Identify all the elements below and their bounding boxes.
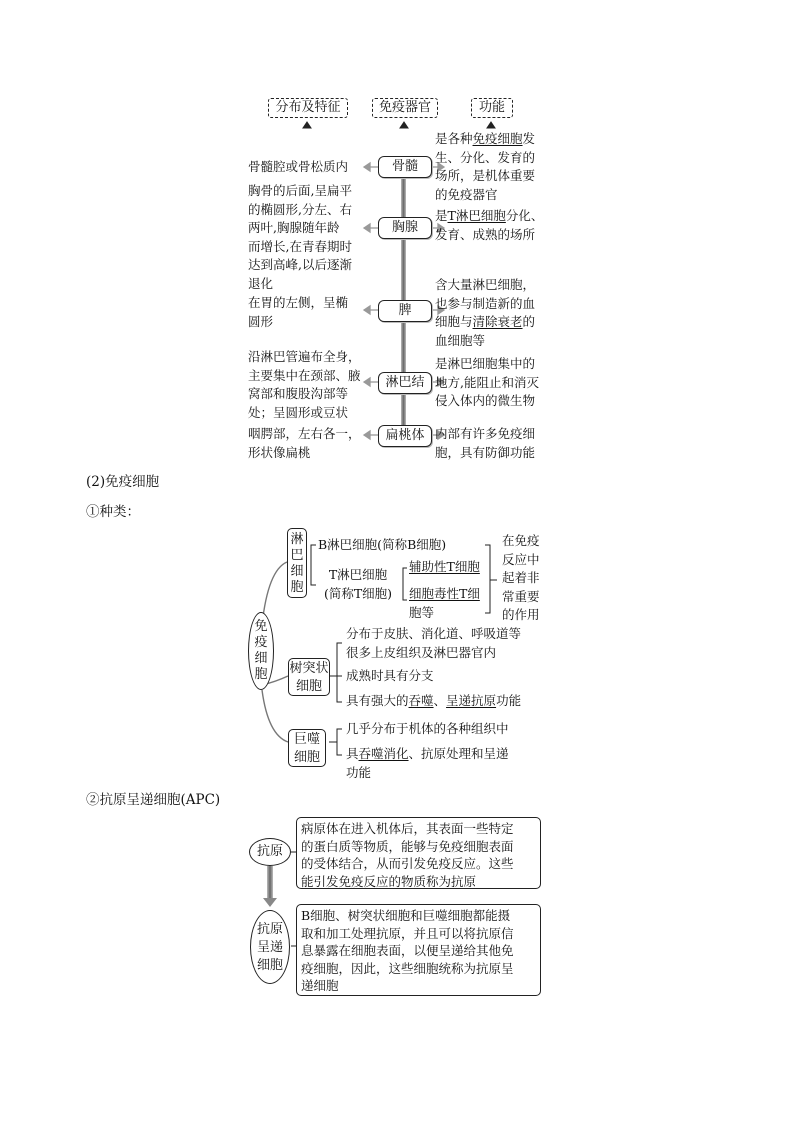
organ-thymus: 胸腺	[378, 217, 432, 239]
macrophage-bracket	[329, 729, 342, 755]
distribution-spleen: 在胃的左侧，呈椭 圆形	[248, 295, 349, 329]
dendritic-function: 具有强大的吞噬、呈递抗原功能	[346, 693, 522, 708]
header-organ: 免疫器官	[372, 98, 438, 118]
dendritic-cell-box: 树突状 细胞	[288, 658, 330, 696]
arrow-down-icon	[303, 122, 311, 128]
macrophage-box: 巨噬 细胞	[288, 729, 326, 767]
arrow-down-icon	[400, 122, 408, 128]
organ-bone-marrow: 骨髓	[378, 156, 432, 178]
arrow-down-icon	[487, 122, 495, 128]
function-spleen: 含大量淋巴细胞， 也参与制造新的血 细胞与清除衰老的 血细胞等	[435, 277, 536, 348]
t-cell-label: T淋巴细胞 (简称T细胞)	[323, 567, 393, 601]
immune-cells-heading: (2)免疫细胞	[86, 474, 160, 490]
organ-tonsil: 扁桃体	[378, 425, 432, 447]
organ-spleen: 脾	[378, 300, 432, 322]
lymphocyte-box: 淋 巴 细 胞	[287, 528, 307, 598]
antigen-definition-box: 病原体在进入机体后，其表面一些特定 的蛋白质等物质，能够与免疫细胞表面 的受体结合，从而引发免疫反应。这些 能引发免疫反应的物质称为抗原	[296, 817, 541, 889]
arrow-left-icon	[364, 163, 370, 171]
types-heading: ①种类：	[86, 504, 140, 520]
lymph-role-note: 在免疫 反应中 起着非 常重要 的作用	[502, 533, 540, 622]
distribution-lymph-node: 沿淋巴管遍布全身， 主要集中在颈部、腋 窝部和腹股沟部等 处；呈圆形或豆状	[248, 349, 361, 420]
antigen-ellipse: 抗原	[249, 838, 291, 866]
distribution-tonsil: 咽腭部，左右各一， 形状像扁桃	[248, 426, 361, 460]
macrophage-function: 具吞噬消化、抗原处理和呈递 功能	[346, 746, 509, 780]
arrow-down-icon	[263, 898, 277, 907]
function-bone-marrow: 是各种免疫细胞发 生、分化、发育的 场所，是机体重要 的免疫器官	[435, 131, 536, 202]
organ-lymph-node: 淋巴结	[378, 372, 432, 394]
b-cell-label: B淋巴细胞(简称B细胞)	[318, 537, 447, 552]
immune-cell-root: 免 疫 细 胞	[248, 612, 274, 690]
header-distribution: 分布及特征	[268, 98, 348, 118]
function-thymus: 是T淋巴细胞分化、 发育、成熟的场所	[435, 208, 544, 242]
function-tonsil: 内部有许多免疫细 胞，具有防御功能	[435, 426, 536, 460]
apc-heading: ②抗原呈递细胞(APC)	[86, 792, 221, 808]
apc-ellipse: 抗原 呈递 细胞	[250, 910, 290, 984]
apc-definition-box: B细胞、树突状细胞和巨噬细胞都能摄 取和加工处理抗原，并且可以将抗原信 息暴露在细胞表面，以便呈递给其他免 疫细胞，因此，这些细胞统称为抗原呈 递细胞	[296, 904, 541, 996]
dendritic-maturity: 成熟时具有分支	[346, 668, 434, 683]
header-function: 功能	[471, 98, 513, 118]
header-arrows	[303, 122, 495, 128]
cytotoxic-t-cell-label: 细胞毒性T细 胞等	[409, 586, 480, 620]
dendritic-distribution: 分布于皮肤、消化道、呼吸道等 很多上皮组织及淋巴器官内	[346, 626, 522, 660]
macrophage-distribution: 几乎分布于机体的各种组织中	[346, 721, 509, 736]
helper-t-cell-label: 辅助性T细胞	[409, 559, 480, 574]
dendritic-bracket	[329, 643, 342, 702]
distribution-bone-marrow: 骨髓腔或骨松质内	[248, 159, 349, 174]
apc-connector	[267, 866, 273, 898]
distribution-thymus: 胸骨的后面,呈扁平 的椭圆形,分左、右 两叶,胸腺随年龄 而增长,在青春期时 达到高峰,以后逐渐 退化	[248, 183, 352, 291]
function-lymph-node: 是淋巴细胞集中的 地方,能阻止和消灭 侵入体内的微生物	[435, 356, 539, 408]
